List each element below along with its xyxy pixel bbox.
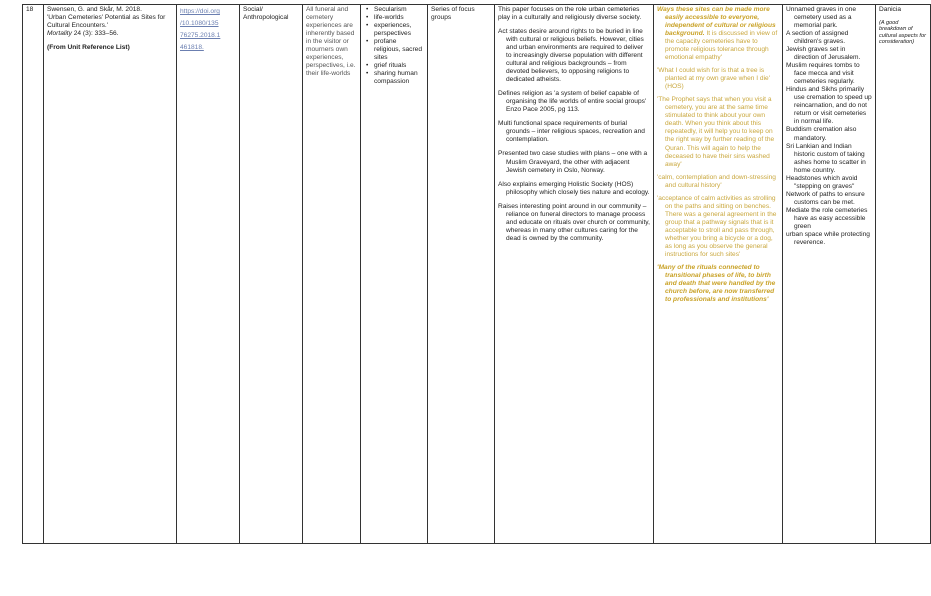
citation-cell [44, 5, 177, 544]
note-item: Jewish graves set in direction of Jerusalem. [786, 46, 861, 62]
summary-paragraph: Presented two case studies with plans – one with a Muslim Graveyard, the other with adjacent Jewish cemetery in Oslo, Norway. [498, 150, 648, 174]
note-item: Muslim requires tombs to face mecca and visit cemeteries regularly. [786, 62, 860, 86]
reference-table [22, 4, 931, 544]
keyword-item: • sharing human compassion [374, 70, 424, 86]
summary-paragraph: Raises interesting point around in our community – reliance on funeral directors to manage process and educate on rituals over church or community, whereas in many other cultures caring for the dead is owned by the community. [498, 202, 650, 242]
volume-pages: 24 (3): 333–56. [73, 30, 119, 38]
source-note: (From Unit Reference List) [47, 44, 130, 52]
reviewer-note: (A good breakdown of cultural aspects for consideration) [879, 20, 926, 46]
keyword-item: • profane religious, sacred sites [374, 38, 424, 62]
note-item: Hindus and Sikhs primarily use cremation to speed up reincarnation, and do not return or visit cemeteries in normal life. [786, 86, 872, 126]
quote-item: 'calm, contemplation and down-stressing and cultural history' [657, 173, 776, 189]
note-item: Buddism cremation also mandatory. [786, 126, 857, 142]
journal-name: Mortality [47, 30, 72, 38]
keyword-item: • Secularism [374, 6, 424, 14]
keyword-item: • experiences, perspectives [374, 22, 424, 38]
reviewer-name: Danicia [879, 6, 901, 13]
citation-authors: Swensen, G. and Skår, M. 2018. [47, 6, 142, 13]
summary-paragraph: This paper focuses on the role urban cemeteries play in a culturally and religiously diverse society. [498, 6, 642, 22]
note-item: Network of paths to ensure customs can be met. [786, 190, 865, 206]
discipline-cell: Social/ Anthropological [240, 5, 303, 544]
note-item: Unnamed graves in one cemetery used as a memorial park. [786, 6, 857, 30]
notes-cell [783, 5, 876, 544]
quotes-heading-emphasis: Ways these sites can be made more easily accessible to everyone, independent of cultural or religious background. [657, 6, 776, 38]
summary-cell [495, 5, 654, 544]
quote-closing: 'Many of the rituals connected to transitional phases of life, to birth and death that were handled by the church before, are now transferred to professionals and institutions' [657, 263, 776, 304]
citation-title: 'Urban Cemeteries' Potential as Sites for Cultural Encounters.' [47, 14, 166, 30]
note-item: A section of assigned children's graves. [786, 30, 849, 46]
summary-paragraph: Multi functional space requirements of burial grounds – inter religious spaces, recreation and contemplation. [498, 120, 645, 144]
summary-paragraph: Defines religion as 'a system of belief capable of organising the life worlds of entire social groups' Enzo Pace 2005, pg 113. [498, 90, 647, 114]
note-item: urban space while protecting reverence. [786, 230, 870, 246]
quotes-heading [657, 6, 779, 62]
keywords-cell [361, 5, 428, 544]
doi-link-part[interactable]: 461818. [180, 43, 204, 51]
doi-link-part[interactable]: /10.1080/135 [180, 19, 219, 27]
keyword-item: • life-worlds [374, 14, 424, 22]
quote-item: 'What I could wish for is that a tree is planted at my own grave when I die' (HOS) [657, 67, 770, 91]
note-item: Headstones which avoid "stepping on graves" [786, 174, 858, 190]
keyword-item: • grief rituals [374, 62, 424, 70]
citation-source [47, 30, 173, 38]
table-row [23, 5, 931, 544]
row-number: 18 [23, 5, 44, 544]
keyword-list [364, 6, 424, 86]
quote-item: 'acceptance of calm activities as strolling on the paths and sitting on benches. There was a general agreement in the group that a pathway signals that is it acceptable to stroll and pass through, whether you bring a bicycle or a dog, as long as you observe the general instructions for such sites' [657, 194, 777, 258]
doi-link-part[interactable]: https://doi.org [180, 8, 220, 15]
summary-paragraph: Act states desire around rights to be buried in line with cultural or religious beliefs. However, cities and urban environments are required to deliver to increasingly diverse population with different cultural and religious backgrounds – from devoted believers, to opposing religions to dedicated atheists. [498, 28, 644, 84]
summary-paragraph: Also explains emerging Holistic Society (HOS) philosophy which closely ties nature and ecology. [498, 180, 650, 196]
method-cell: Series of focus groups [428, 5, 495, 544]
note-item: Mediate the role cemeteries have as easy accessible green [786, 206, 868, 230]
reviewer-cell [876, 5, 931, 544]
quote-item: 'The Prophet says that when you visit a cemetery, you are at the same time stimulated to think about your own death. When you think about this repeatedly, it will help you to keep on the right way by further reading of the Quran. This will again to help the deceased to have their sins washed away' [657, 96, 775, 168]
quotes-heading-tail: It is discussed in view of the capacity cemeteries have to promote religious tolerance through emotional empathy' [665, 30, 778, 62]
doi-cell [177, 5, 240, 544]
scope-cell: All funeral and cemetery experiences are inherently based in the visitor or mourners own experiences, perspectives, i.e. their life-worlds [303, 5, 361, 544]
doi-link-part[interactable]: 76275.2018.1 [180, 31, 221, 39]
quotes-cell [654, 5, 783, 544]
note-item: Sri Lankian and Indian historic custom of taking ashes home to scatter in home country. [786, 142, 866, 174]
